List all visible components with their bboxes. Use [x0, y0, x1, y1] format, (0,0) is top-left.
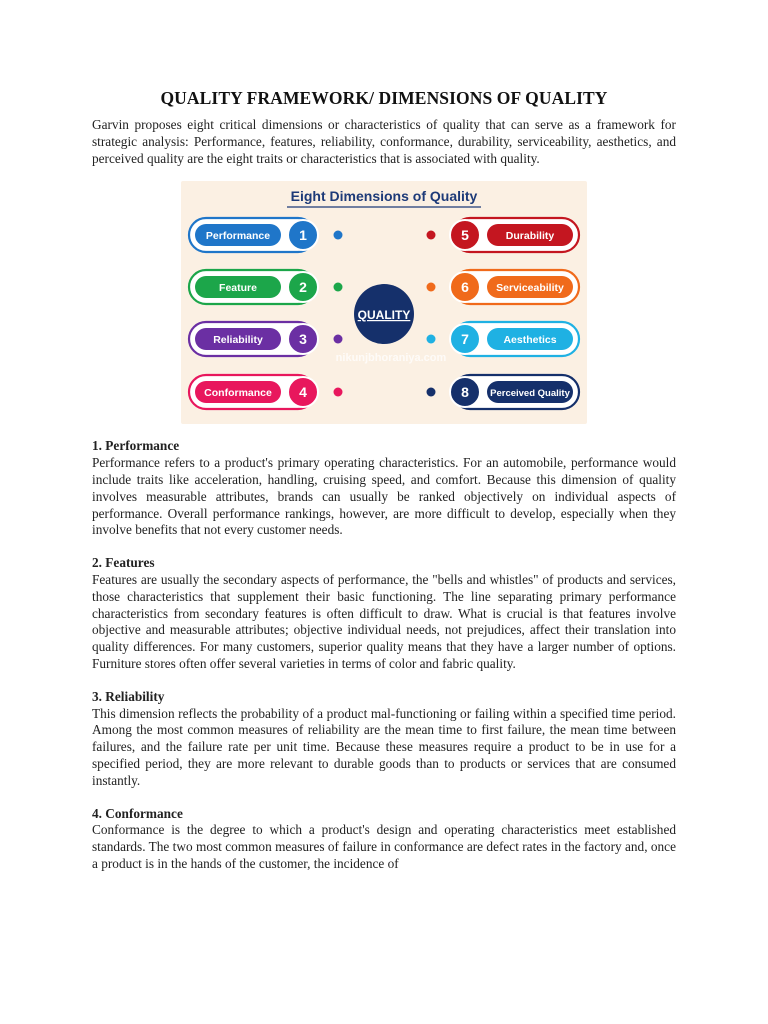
connector-dot — [427, 231, 436, 240]
dimension-label: Performance — [205, 230, 271, 243]
section-features — [92, 555, 676, 673]
eight-dimensions-infographic — [181, 181, 587, 424]
section-body: Features are usually the secondary aspects of performance, the "bells and whistles" of products and services, those characteristics that supplement their basic functioning. The line separating primary performance characteristics from secondary features is often difficult to draw. What is crucial is that features involve objective and measurable attributes; objective individual needs, not prejudices, affect their translation into quality differences. For many customers, superior quality means that they have a larger number of options. Furniture stores often offer several varieties in terms of color and fabric quality. — [92, 571, 676, 671]
dimension-item-8 — [427, 375, 580, 409]
dimension-item-2 — [189, 270, 343, 304]
connector-dot — [334, 283, 343, 292]
quality-center-label: QUALITY — [357, 308, 411, 323]
connector-dot — [334, 231, 343, 240]
dimension-label: Perceived Quality — [490, 388, 570, 400]
section-heading: 4. Conformance — [92, 805, 183, 821]
section-performance — [92, 438, 676, 539]
connector-dot — [334, 335, 343, 344]
connector-dot — [427, 283, 436, 292]
dimension-label: Serviceability — [496, 282, 564, 295]
dimension-item-7 — [427, 322, 580, 356]
left-dimension-list — [189, 218, 343, 409]
dimension-number: 6 — [461, 279, 469, 296]
document-page — [92, 88, 676, 889]
section-body: This dimension reflects the probability of a product mal-functioning or failing within a specified time period. Among the most common measures of reliability are the mean time to first failure, the mean time between failures, and the failure rate per unit time. Because these measures require a product to be in use for a specified period, they are more relevant to durable goods than to products or services that are consumed instantly. — [92, 705, 676, 788]
intro-paragraph: Garvin proposes eight critical dimensions or characteristics of quality that can serve as a framework for strategic analysis: Performance, features, reliability, conformance, durability, serviceability, aesthetics, and perceived quality are the eight traits or characteristics that is associated with quality. — [92, 117, 676, 166]
dimension-number: 4 — [299, 384, 307, 401]
connector-dot — [427, 388, 436, 397]
dimension-number: 1 — [299, 227, 307, 244]
dimension-number: 3 — [299, 331, 307, 348]
section-conformance — [92, 806, 676, 873]
section-body: Performance refers to a product's primary operating characteristics. For an automobile, performance would include traits like acceleration, handling, cruising speed, and comfort. Because this dimension of quality involves measurable attributes, brands can usually be ranked objectively on individual aspects of performance. Overall performance rankings, however, are more difficult to develop, especially when they involve benefits that not every customer needs. — [92, 455, 676, 538]
section-heading: 3. Reliability — [92, 688, 165, 704]
dimension-item-6 — [427, 270, 580, 304]
dimension-number: 5 — [461, 227, 469, 244]
dimension-label: Conformance — [204, 387, 272, 400]
page-title: QUALITY FRAMEWORK/ DIMENSIONS OF QUALITY — [160, 88, 608, 108]
connector-dot — [427, 335, 436, 344]
connector-dot — [334, 388, 343, 397]
section-heading: 2. Features — [92, 555, 155, 571]
section-body: Conformance is the degree to which a product's design and operating characteristics meet established standards. The two most common measures of failure in conformance are defect rates in the factory and, once a product is in the hands of the customer, the incidence of — [92, 822, 676, 871]
dimension-label: Durability — [505, 230, 555, 243]
right-dimension-list — [427, 218, 580, 409]
watermark: nikunjbhoraniya.com — [335, 352, 447, 365]
dimension-number: 2 — [299, 279, 307, 296]
dimension-label: Reliability — [213, 334, 263, 347]
dimension-number: 8 — [461, 384, 469, 401]
dimension-label: Aesthetics — [503, 334, 557, 347]
dimension-number: 7 — [461, 331, 469, 348]
dimension-label: Feature — [219, 282, 257, 295]
dimension-item-5 — [427, 218, 580, 252]
infographic-heading: Eight Dimensions of Quality — [290, 188, 478, 205]
dimension-item-4 — [189, 375, 343, 409]
infographic-canvas — [181, 181, 587, 424]
dimension-item-3 — [189, 322, 343, 356]
section-heading: 1. Performance — [92, 438, 180, 454]
section-reliability — [92, 689, 676, 790]
dimension-item-1 — [189, 218, 343, 252]
